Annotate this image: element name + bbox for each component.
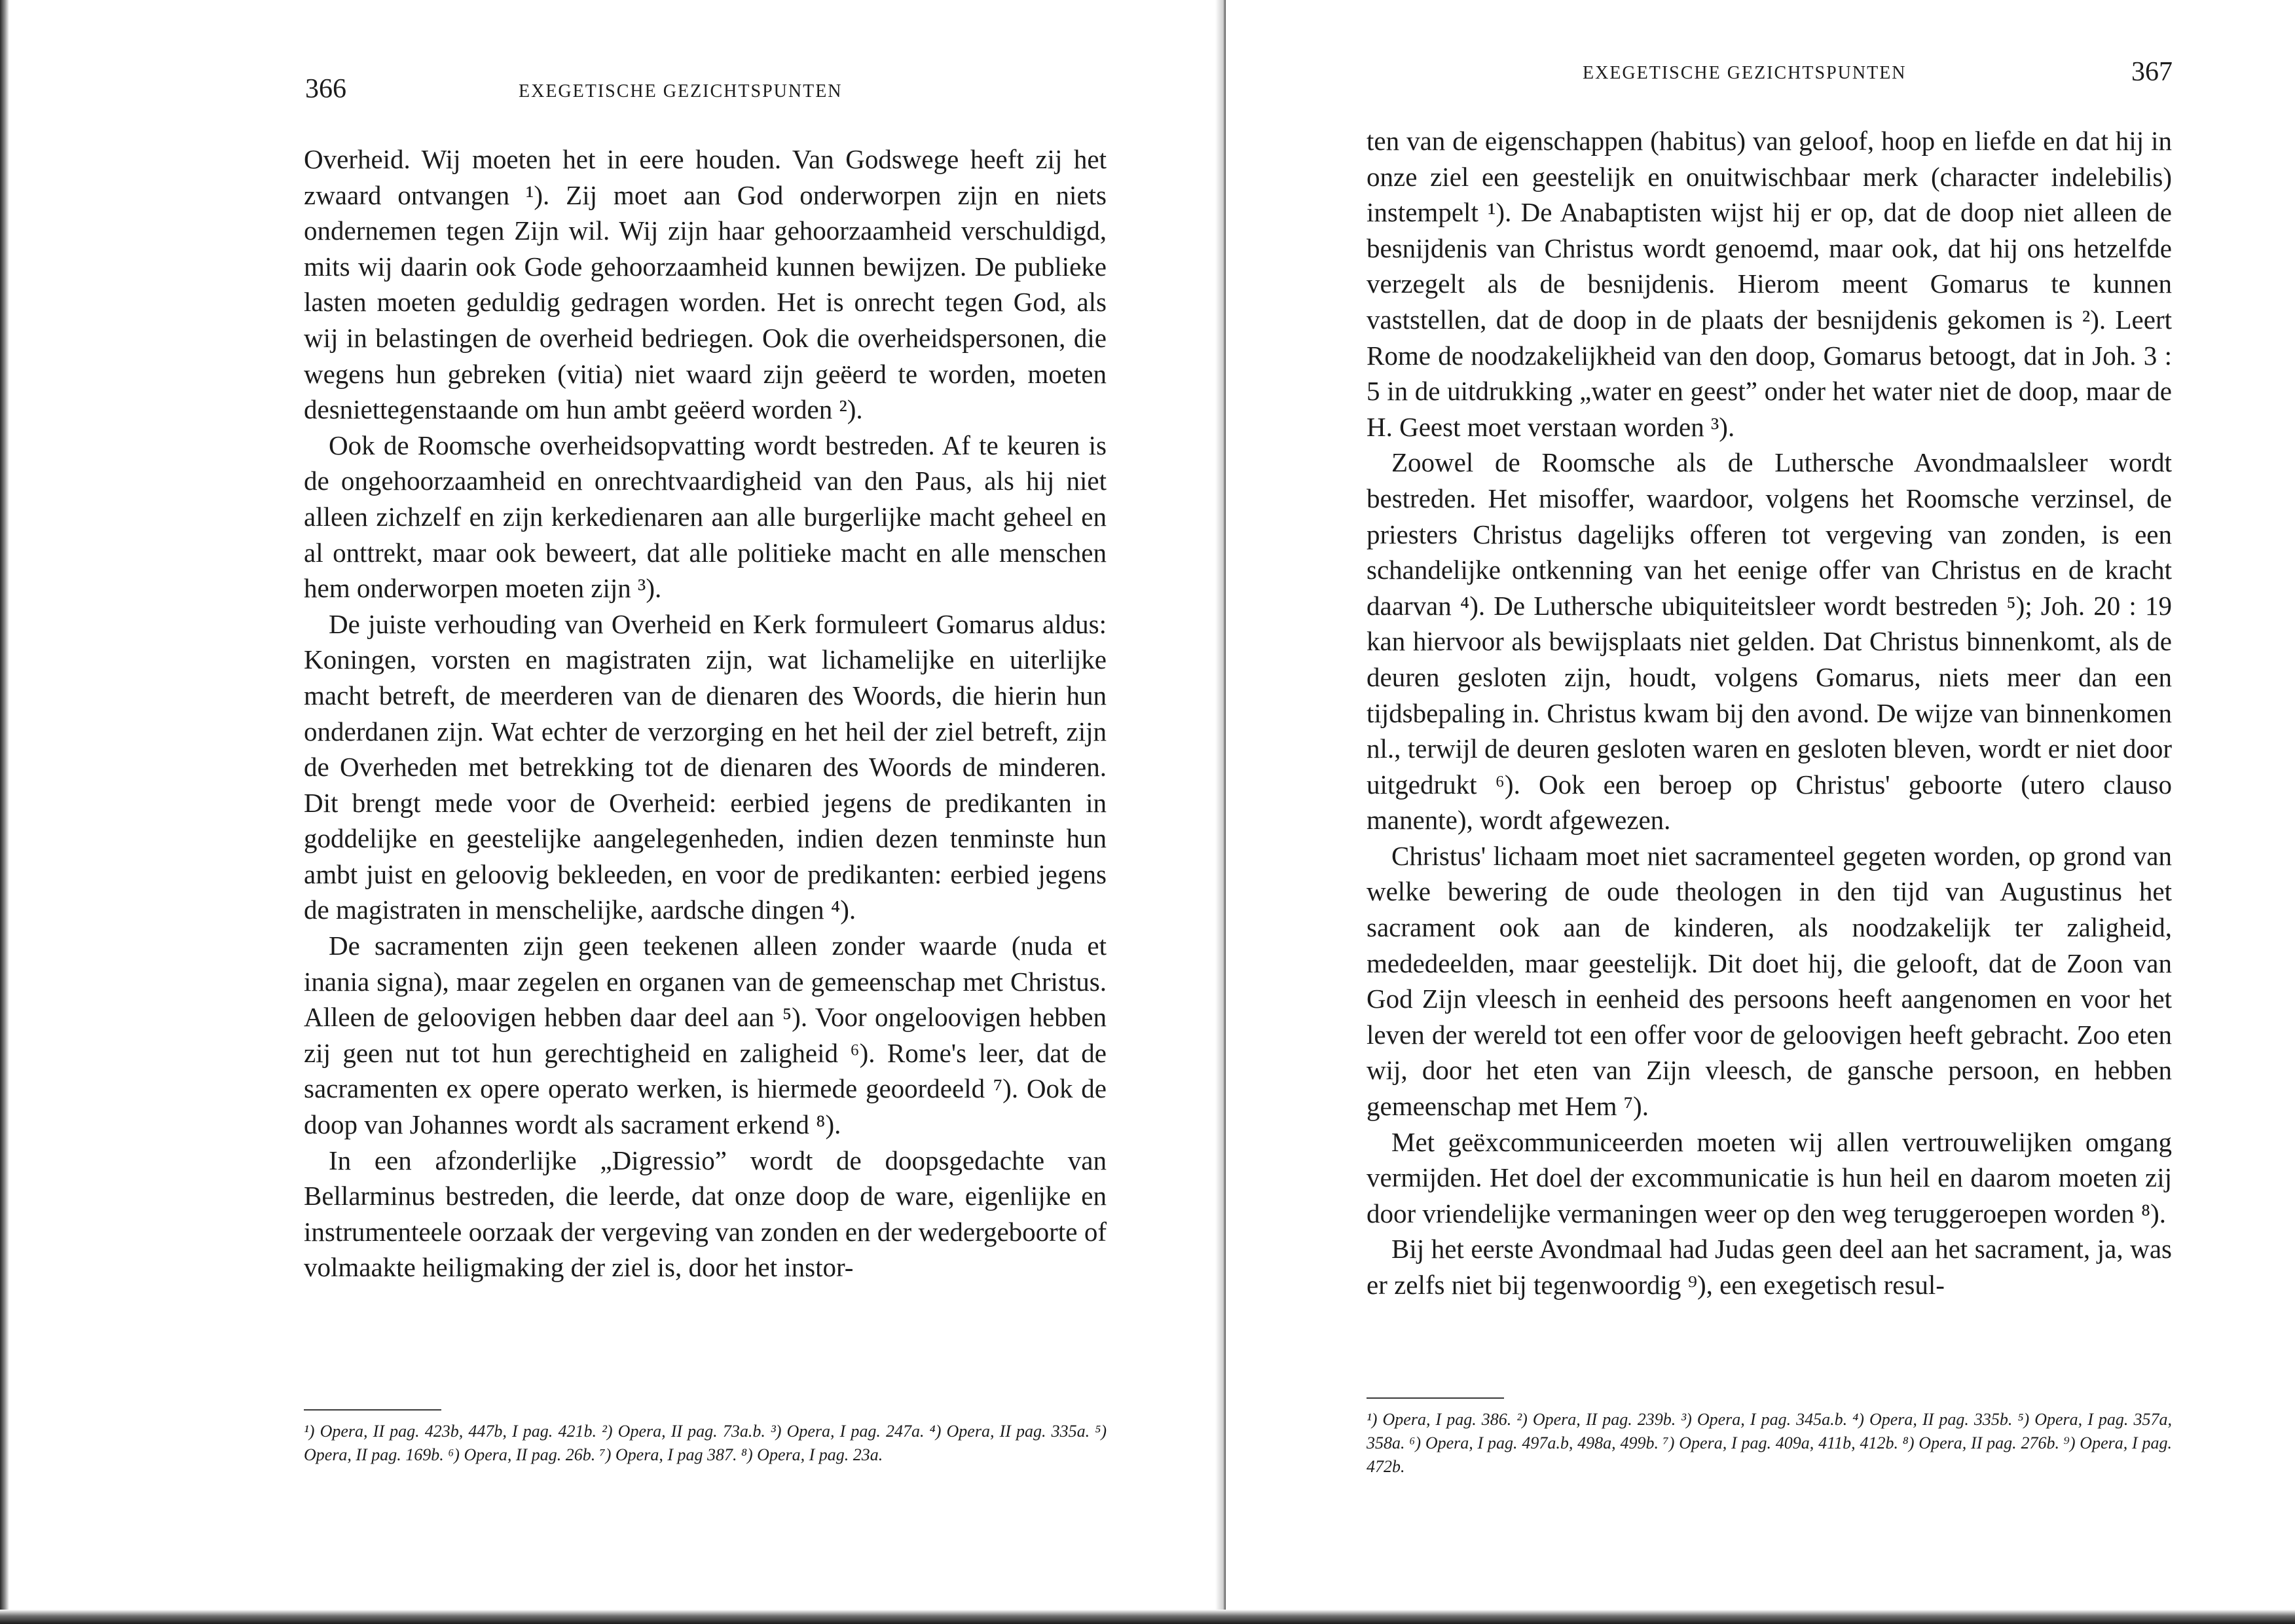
footnotes: ¹) Opera, I pag. 386. ²) Opera, II pag. 239b. ³) Opera, I pag. 345a.b. ⁴) Opera, II pag. 335b. ⁵) Opera, I pag. 357a, 358a. ⁶) Opera, I pag. 497a.b, 498a, 499b. ⁷) Opera, I pag. 409a, 411b, 412b. ⁸) Opera, II pag. 276b. ⁹) Opera, I pag. 472b. — [1367, 1410, 2172, 1476]
right-page — [1226, 0, 2295, 1624]
body-text — [304, 141, 1107, 1285]
paragraph: De sacramenten zijn geen teekenen alleen zonder waarde (nuda et inania signa), maar zegelen en organen van de gemeenschap met Christus. Alleen de geloovigen hebben daar deel aan ⁵). Voor ongeloovigen hebben zij geen nut tot hun gerechtigheid en zaligheid ⁶). Rome's leer, dat de sacramenten ex opere operato werken, is hiermede geoordeeld ⁷). Ook de doop van Johannes wordt als sacrament erkend ⁸). — [304, 931, 1107, 1140]
page-number: 366 — [305, 74, 346, 104]
paragraph: Met geëxcommuniceerden moeten wij allen vertrouwelijken omgang vermijden. Het doel der excommunicatie is hun heil en daarom moeten zij door vriendelijke vermaningen weer op den weg teruggeroepen worden ⁸). — [1367, 1126, 2172, 1228]
paragraph: In een afzonderlijke „Digressio” wordt de doopsgedachte van Bellarminus bestreden, die leerde, dat onze doop de ware, eigenlijke en instrumenteele oorzaak der vergeving van zonden en der wedergeboorte of volmaakte heiligmaking der ziel is, door het instor- — [304, 1145, 1107, 1283]
footnotes: ¹) Opera, II pag. 423b, 447b, I pag. 421b. ²) Opera, II pag. 73a.b. ³) Opera, I pag. 247a. ⁴) Opera, II pag. 335a. ⁵) Opera, II pag. 169b. ⁶) Opera, II pag. 26b. ⁷) Opera, I pag 387. ⁸) Opera, I pag. 23a. — [304, 1422, 1107, 1464]
paragraph: Ook de Roomsche overheidsopvatting wordt bestreden. Af te keuren is de ongehoorzaamheid en onrechtvaardigheid van den Paus, als hij niet alleen zichzelf en zijn kerkedienaren aan alle burgerlijke macht geheel en al onttrekt, maar ook beweert, dat alle politieke macht en alle menschen hem onderworpen moeten zijn ³). — [304, 430, 1107, 604]
page-number: 367 — [2131, 57, 2173, 87]
paragraph: Zoowel de Roomsche als de Luthersche Avondmaalsleer wordt bestreden. Het misoffer, waardoor, volgens het Roomsche verzinsel, de priesters Christus dagelijks offeren tot vergeving van zonden, is een schandelijke ontkenning van het eenige offer van Christus en de kracht daarvan ⁴). De Luthersche ubiquiteitsleer wordt bestreden ⁵); Joh. 20 : 19 kan hiervoor als bewijsplaats niet gelden. Dat Christus binnenkomt, als de deuren gesloten zijn, houdt, volgens Gomarus, niets meer dan een tijdsbepaling in. Christus kwam bij den avond. De wijze van binnenkomen nl., terwijl de deuren gesloten waren en gesloten bleven, wordt er niet door uitgedrukt ⁶). Ook een beroep op Christus' geboorte (utero clauso manente), wordt afgewezen. — [1367, 447, 2172, 836]
paragraph: De juiste verhouding van Overheid en Kerk formuleert Gomarus aldus: Koningen, vorsten en magistraten zijn, wat lichamelijke en uiterlijke macht betreft, de meerderen van de dienaren des Woords, die hierin hun onderdanen zijn. Wat echter de verzorging en het heil der ziel betreft, zijn de Overheden met betrekking tot de dienaren des Woords de minderen. Dit brengt mede voor de Overheid: eerbied jegens de predikanten in goddelijke en geestelijke aangelegenheden, indien dezen tenminste hun ambt juist en geloovig bekleeden, en voor de predikanten: eerbied jegens de magistraten in menschelijke, aardsche dingen ⁴). — [304, 608, 1107, 925]
body-text — [1367, 123, 2172, 1303]
scan-bottom-edge — [0, 1610, 2295, 1624]
paragraph: Bij het eerste Avondmaal had Judas geen deel aan het sacrament, ja, was er zelfs niet bij tegenwoordig ⁹), een exegetisch resul- — [1367, 1234, 2172, 1300]
running-head: EXEGETISCHE GEZICHTSPUNTEN — [1583, 63, 1907, 83]
footnote-rule — [304, 1409, 441, 1411]
paragraph: ten van de eigenschappen (habitus) van geloof, hoop en liefde en dat hij in onze ziel een geestelijk en onuitwischbaar merk (character indelebilis) instempelt ¹). De Anabaptisten wijst hij er op, dat de doop niet alleen de besnijdenis van Christus wordt genoemd, maar ook, dat hij ons hetzelfde verzegelt als de besnijdenis. Hierom meent Gomarus te kunnen vaststellen, dat de doop in de plaats der besnijdenis gekomen is ²). Leert Rome de noodzakelijkheid van den doop, Gomarus betoogt, dat in Joh. 3 : 5 in de uitdrukking „water en geest” onder het water niet de doop, maar de H. Geest moet verstaan worden ³). — [1367, 126, 2172, 442]
running-head: EXEGETISCHE GEZICHTSPUNTEN — [519, 81, 843, 101]
footnote-rule — [1367, 1397, 1504, 1399]
scan-edge-shadow — [0, 0, 9, 1624]
paragraph: Overheid. Wij moeten het in eere houden. Van Godswege heeft zij het zwaard ontvangen ¹). Zij moet aan God onderworpen zijn en niets ondernemen tegen Zijn wil. Wij zijn haar gehoorzaamheid verschuldigd, mits wij daarin ook Gode gehoorzaamheid kunnen bewijzen. De publieke lasten moeten geduldig gedragen worden. Het is onrecht tegen God, als wij in belastingen de overheid bedriegen. Ook die overheidspersonen, die wegens hun gebreken (vitia) niet waard zijn geëerd te worden, moeten desniettegenstaande om hun ambt geëerd worden ²). — [304, 144, 1107, 425]
paragraph: Christus' lichaam moet niet sacramenteel gegeten worden, op grond van welke bewering de oude theologen in den tijd van Augustinus het sacrament ook aan de kinderen, als noodzakelijk ter zaligheid, mededeelden, maar geestelijk. Dit doet hij, die gelooft, dat de Zoon van God Zijn vleesch in eenheid des persoons heeft aangenomen en voor het leven der wereld tot een offer voor de geloovigen heeft gebracht. Zoo eten wij, door het eten van Zijn vleesch, de gansche persoon, en hebben gemeenschap met Hem ⁷). — [1367, 840, 2172, 1122]
